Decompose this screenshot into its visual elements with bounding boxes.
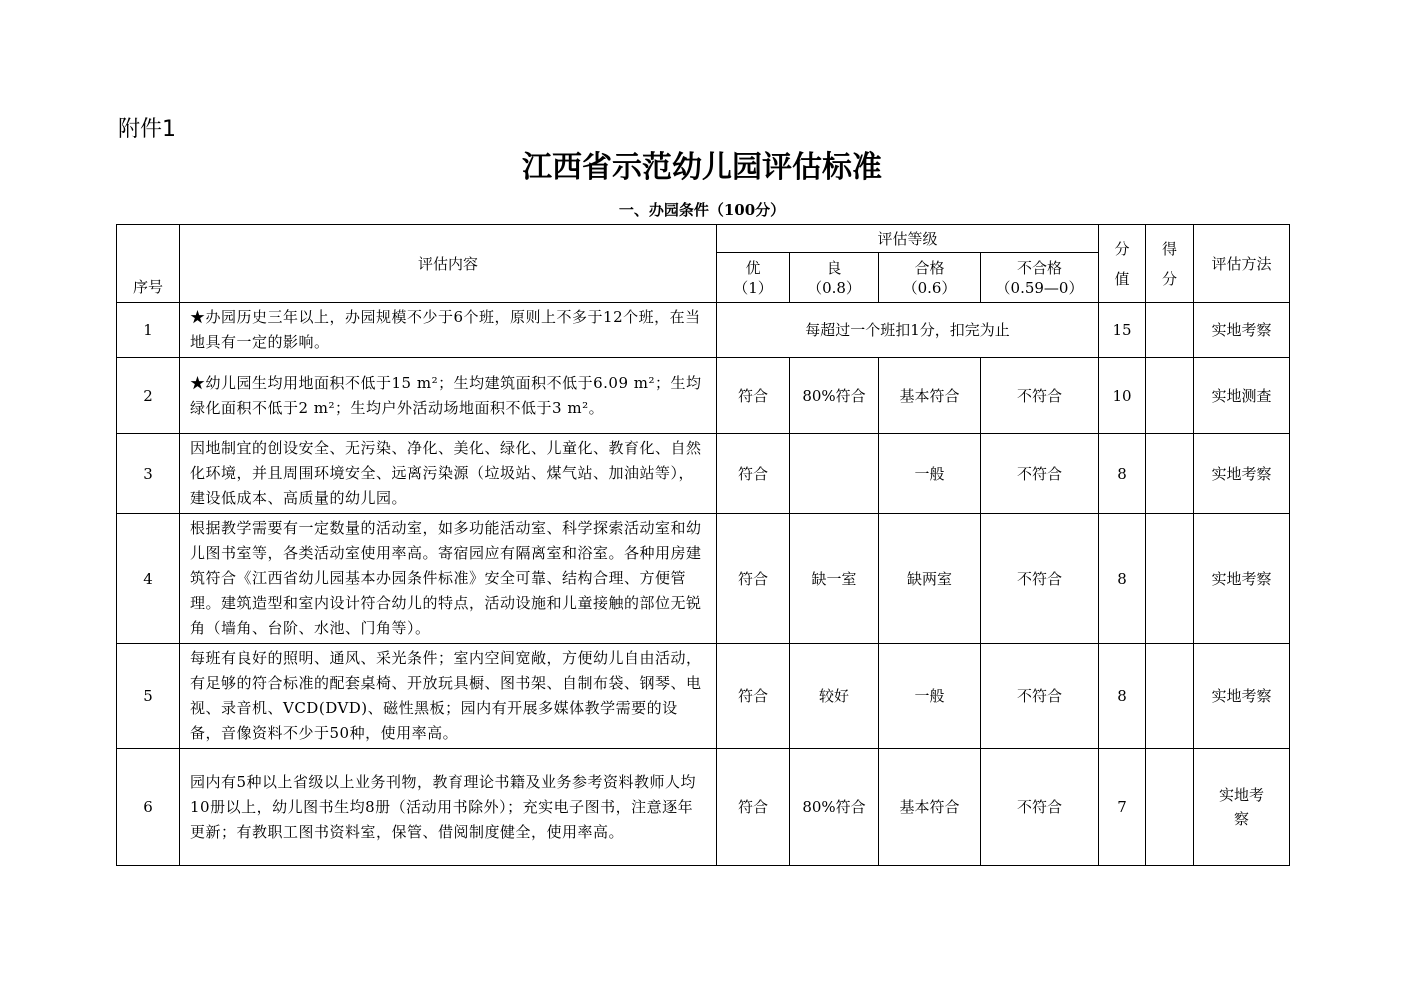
row-good: 较好 <box>790 644 879 749</box>
row-score: 8 <box>1099 434 1146 514</box>
header-score-earned-top: 得 <box>1162 239 1178 258</box>
table-row <box>117 644 1290 749</box>
row-merged-rule: 每超过一个班扣1分，扣完为止 <box>717 303 1099 358</box>
row-pass: 一般 <box>879 644 981 749</box>
row-good: 80%符合 <box>790 749 879 866</box>
row-earned <box>1146 749 1194 866</box>
row-seq: 4 <box>117 514 180 644</box>
row-pass: 一般 <box>879 434 981 514</box>
row-content: 每班有良好的照明、通风、采光条件；室内空间宽敞，方便幼儿自由活动，有足够的符合标准的配套桌椅、开放玩具橱、图书架、自制布袋、钢琴、电视、录音机、VCD(DVD)、磁性黑板；园内有开展多媒体教学需要的设备，音像资料不少于50种，使用率高。 <box>180 644 717 749</box>
level-name: 良 <box>826 258 842 277</box>
row-excellent: 符合 <box>717 749 790 866</box>
table-row <box>117 434 1290 514</box>
row-good: 缺一室 <box>790 514 879 644</box>
row-fail: 不符合 <box>981 644 1099 749</box>
level-name: 不合格 <box>1017 258 1063 277</box>
row-score: 8 <box>1099 644 1146 749</box>
row-seq: 5 <box>117 644 180 749</box>
header-score-earned <box>1146 225 1194 303</box>
table-row <box>117 749 1290 866</box>
table-row <box>117 514 1290 644</box>
header-score-value-bottom: 值 <box>1114 269 1130 288</box>
row-pass: 基本符合 <box>879 358 981 434</box>
row-content: ★幼儿园生均用地面积不低于15 m²；生均建筑面积不低于6.09 m²；生均绿化面积不低于2 m²；生均户外活动场地面积不低于3 m²。 <box>180 358 717 434</box>
row-good <box>790 434 879 514</box>
level-weight: （0.8） <box>807 278 861 297</box>
row-pass: 缺两室 <box>879 514 981 644</box>
attachment-label: 附件1 <box>118 117 176 142</box>
header-grade: 评估等级 <box>717 225 1099 253</box>
row-seq: 2 <box>117 358 180 434</box>
header-level-good <box>790 253 879 303</box>
header-level-pass <box>879 253 981 303</box>
row-method: 实地考察 <box>1194 644 1290 749</box>
level-name: 合格 <box>914 258 945 277</box>
row-seq: 3 <box>117 434 180 514</box>
row-earned <box>1146 514 1194 644</box>
row-method: 实地考察 <box>1194 749 1290 866</box>
row-good: 80%符合 <box>790 358 879 434</box>
document-title: 江西省示范幼儿园评估标准 <box>522 150 882 185</box>
row-score: 10 <box>1099 358 1146 434</box>
row-fail: 不符合 <box>981 514 1099 644</box>
row-earned <box>1146 358 1194 434</box>
row-excellent: 符合 <box>717 358 790 434</box>
level-weight: （0.59—0） <box>995 278 1084 297</box>
level-weight: （1） <box>733 278 773 297</box>
row-method: 实地考察 <box>1194 434 1290 514</box>
header-score-value-top: 分 <box>1114 239 1130 258</box>
section-title: 一、办园条件（100分） <box>618 201 786 219</box>
row-fail: 不符合 <box>981 434 1099 514</box>
row-fail: 不符合 <box>981 749 1099 866</box>
level-weight: （0.6） <box>902 278 957 297</box>
row-method: 实地测查 <box>1194 358 1290 434</box>
header-level-fail <box>981 253 1099 303</box>
evaluation-table <box>116 224 1290 866</box>
header-level-excellent <box>717 253 790 303</box>
header-score-earned-bottom: 分 <box>1162 269 1178 288</box>
row-fail: 不符合 <box>981 358 1099 434</box>
row-earned <box>1146 434 1194 514</box>
header-score-value <box>1099 225 1146 303</box>
header-content: 评估内容 <box>180 225 717 303</box>
row-seq: 6 <box>117 749 180 866</box>
row-score: 8 <box>1099 514 1146 644</box>
header-seq: 序号 <box>117 225 180 303</box>
level-name: 优 <box>745 258 761 277</box>
header-method: 评估方法 <box>1194 225 1290 303</box>
row-method: 实地考察 <box>1194 514 1290 644</box>
table-row <box>117 303 1290 358</box>
row-content: 因地制宜的创设安全、无污染、净化、美化、绿化、儿童化、教育化、自然化环境，并且周围环境安全、远离污染源（垃圾站、煤气站、加油站等），建设低成本、高质量的幼儿园。 <box>180 434 717 514</box>
row-score: 7 <box>1099 749 1146 866</box>
row-content: 园内有5种以上省级以上业务刊物，教育理论书籍及业务参考资料教师人均10册以上，幼儿图书生均8册（活动用书除外）；充实电子图书，注意逐年更新；有教职工图书资料室，保管、借阅制度健全，使用率高。 <box>180 749 717 866</box>
row-score: 15 <box>1099 303 1146 358</box>
row-excellent: 符合 <box>717 644 790 749</box>
row-excellent: 符合 <box>717 514 790 644</box>
row-pass: 基本符合 <box>879 749 981 866</box>
row-seq: 1 <box>117 303 180 358</box>
row-excellent: 符合 <box>717 434 790 514</box>
row-content: 根据教学需要有一定数量的活动室，如多功能活动室、科学探索活动室和幼儿图书室等，各类活动室使用率高。寄宿园应有隔离室和浴室。各种用房建筑符合《江西省幼儿园基本办园条件标准》安全可靠、结构合理、方便管理。建筑造型和室内设计符合幼儿的特点，活动设施和儿童接触的部位无锐角（墙角、台阶、水池、门角等）。 <box>180 514 717 644</box>
table-row <box>117 358 1290 434</box>
header-row-grade <box>117 225 1290 253</box>
row-content: ★办园历史三年以上，办园规模不少于6个班，原则上不多于12个班，在当地具有一定的影响。 <box>180 303 717 358</box>
row-method: 实地考察 <box>1194 303 1290 358</box>
row-earned <box>1146 644 1194 749</box>
row-earned <box>1146 303 1194 358</box>
